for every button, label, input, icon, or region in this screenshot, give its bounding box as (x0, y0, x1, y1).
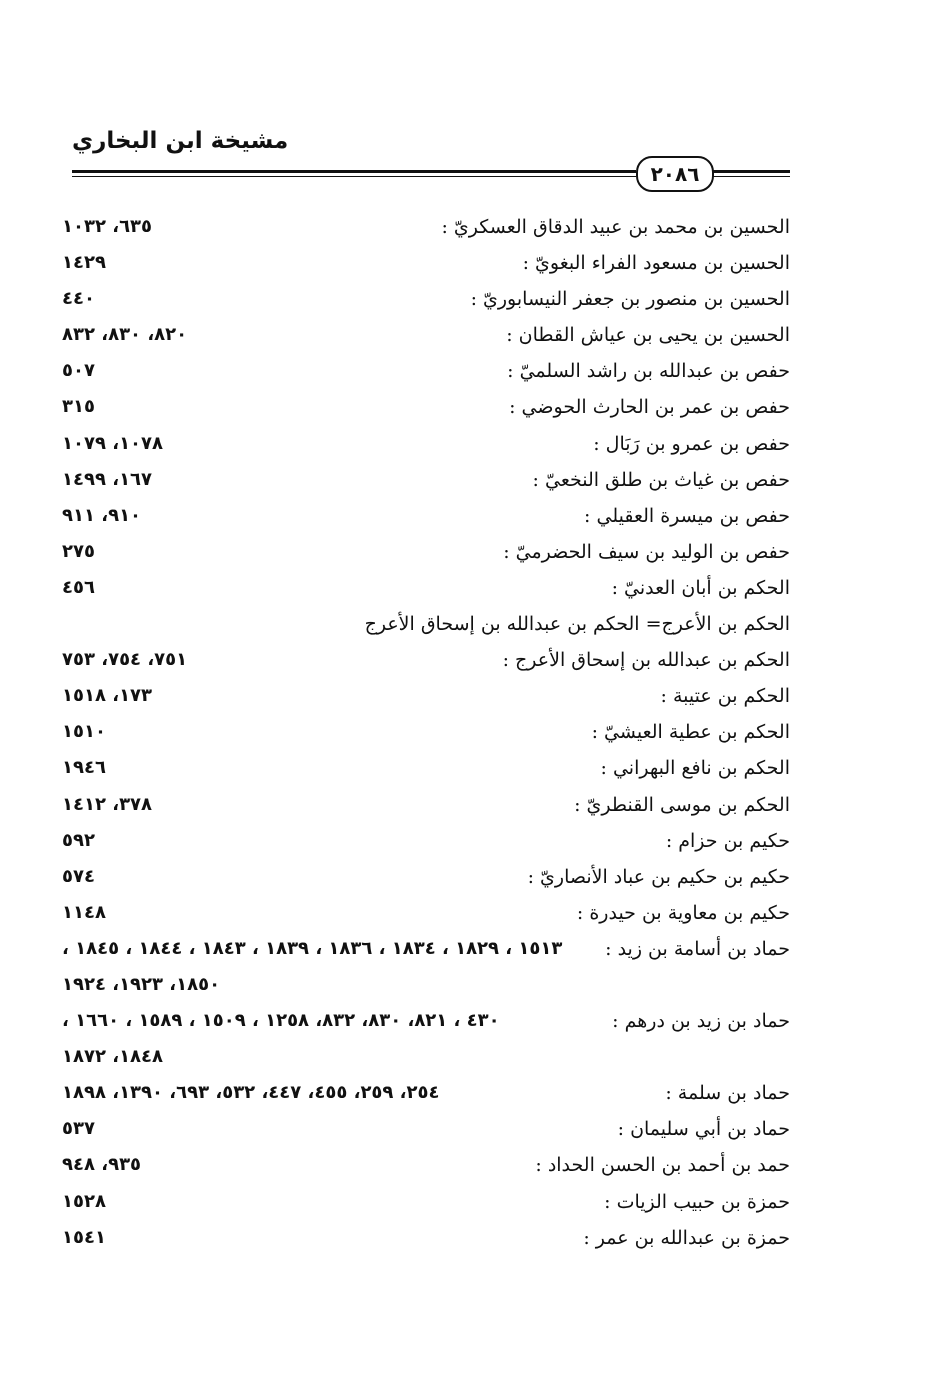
index-entry (62, 1078, 790, 1114)
entry-refs: ٦٣٥، ١٠٣٢ (62, 216, 153, 237)
entry-refs: ٩٣٥، ٩٤٨ (62, 1154, 142, 1176)
entry-name: حمزة بن حبيب الزيات : (604, 1190, 790, 1213)
header-rule (72, 176, 636, 177)
entry-refs: ٢٧٥ (62, 540, 95, 562)
index-entry (62, 429, 790, 465)
entry-name: حمزة بن عبدالله بن عمر : (583, 1226, 790, 1249)
index-entry (62, 501, 790, 537)
index-entry (62, 681, 790, 717)
index-entry (62, 573, 790, 609)
entry-name: الحسين بن مسعود الفراء البغويّ : (522, 252, 790, 275)
index-entry (62, 320, 790, 356)
entry-name: الحسين بن محمد بن عبيد الدقاق العسكريّ : (441, 216, 790, 238)
entry-name: حماد بن أسامة بن زيد : (605, 937, 790, 960)
entry-refs: ٣٧٨، ١٤١٢ (62, 793, 153, 815)
index-entry (62, 1006, 790, 1078)
entry-refs: ٥٩٢ (62, 829, 95, 851)
entry-name: حكيم بن معاوية بن حيدرة : (576, 901, 790, 924)
entry-refs: ١٠٧٨، ١٠٧٩ (62, 432, 164, 454)
index-entry (62, 212, 790, 248)
entry-name: الحسين بن يحيى بن عياش القطان : (506, 324, 790, 347)
entry-name: حمد بن أحمد بن الحسن الحداد : (535, 1154, 790, 1177)
entry-refs: ٧٥١، ٧٥٤، ٧٥٣ (62, 649, 188, 671)
entry-refs: ١٥١٠ (62, 721, 106, 743)
entry-refs: ١٥٢٨ (62, 1190, 106, 1212)
page-header (60, 122, 790, 192)
entry-name: الحكم بن نافع البهراني : (600, 757, 790, 780)
entry-name: حفص بن غياث بن طلق النخعيّ : (532, 468, 790, 491)
entry-name: حماد بن أبي سليمان : (617, 1118, 790, 1141)
header-rule (710, 170, 790, 173)
entry-refs: ٩١٠، ٩١١ (62, 504, 142, 526)
entry-name: الحكم بن عبدالله بن إسحاق الأعرج : (502, 649, 790, 672)
entry-refs: ٥٠٧ (62, 360, 95, 382)
index-entry (62, 465, 790, 501)
entry-refs-continued: ١٨٤٨، ١٨٧٢ (62, 1046, 164, 1068)
entry-refs: ٤٣٠ ، ٨٢١، ٨٣٠، ٨٣٢، ١٢٥٨ ، ١٥٠٩ ، ١٥٨٩ ، ١٦٦٠ ، (62, 1010, 500, 1032)
entry-refs: ٨٢٠، ٨٣٠، ٨٣٢ (62, 324, 188, 346)
entry-name: حكيم بن حكيم بن عباد الأنصاريّ : (527, 865, 790, 888)
entry-refs: ٥٣٧ (62, 1118, 95, 1140)
index-entry (62, 392, 790, 428)
book-title: مشيخة ابن البخاري (72, 128, 289, 154)
index-entry (62, 790, 790, 826)
entry-refs: ١٧٣، ١٥١٨ (62, 685, 153, 707)
entry-name: حفص بن عبدالله بن راشد السلميّ : (507, 360, 790, 383)
entry-refs: ١٦٧، ١٤٩٩ (62, 468, 153, 490)
entry-name: حفص بن عمرو بن رَبَال : (593, 432, 790, 455)
entry-name: حفص بن ميسرة العقيلي : (584, 504, 790, 527)
index-entry (62, 1187, 790, 1223)
index-entry (62, 356, 790, 392)
entry-name: حماد بن زيد بن درهم : (612, 1010, 790, 1033)
index-entry (62, 1223, 790, 1259)
header-rule (72, 170, 636, 173)
entry-refs: ١٤٢٩ (62, 252, 106, 274)
entry-refs: ٥٧٤ (62, 865, 95, 887)
index-entry (62, 934, 790, 1006)
header-rule (710, 176, 790, 177)
entry-refs: ٤٤٠ (62, 288, 95, 310)
index-entry (62, 537, 790, 573)
entry-name: حكيم بن حزام : (665, 829, 790, 852)
entry-refs: ٣١٥ (62, 396, 95, 418)
index-entry (62, 753, 790, 789)
index-entry (62, 1114, 790, 1150)
index-entry (62, 248, 790, 284)
entry-refs: ٢٥٤، ٢٥٩، ٤٥٥، ٤٤٧، ٥٣٢، ٦٩٣، ١٣٩٠، ١٨٩٨ (62, 1082, 440, 1104)
index-entries (62, 212, 790, 1259)
entry-name: حفص بن عمر بن الحارث الحوضي : (509, 396, 790, 419)
entry-name: الحكم بن عتيبة : (660, 685, 790, 708)
entry-refs: ١٥٤١ (62, 1226, 106, 1248)
index-entry (62, 862, 790, 898)
page-number: ٢٠٨٦ (636, 156, 714, 192)
entry-name: الحكم بن الأعرج= الحكم بن عبدالله بن إسحاق الأعرج (364, 613, 790, 636)
entry-refs: ٤٥٦ (62, 576, 95, 598)
index-entry (62, 717, 790, 753)
index-entry (62, 284, 790, 320)
entry-name: الحكم بن عطية العيشيّ : (591, 721, 790, 744)
entry-refs: ١١٤٨ (62, 901, 106, 923)
entry-refs: ١٥١٣ ، ١٨٢٩ ، ١٨٣٤ ، ١٨٣٦ ، ١٨٣٩ ، ١٨٤٣ ، ١٨٤٤ ، ١٨٤٥ ، (62, 937, 563, 959)
entry-refs-continued: ١٨٥٠، ١٩٢٣، ١٩٢٤ (62, 973, 221, 995)
entry-name: الحكم بن أبان العدنيّ : (611, 576, 790, 599)
entry-name: الحسين بن منصور بن جعفر النيسابوريّ : (470, 288, 790, 311)
index-entry (62, 1150, 790, 1186)
entry-refs: ١٩٤٦ (62, 757, 106, 779)
index-entry (62, 826, 790, 862)
entry-name: حماد بن سلمة : (665, 1082, 790, 1105)
entry-name: حفص بن الوليد بن سيف الحضرميّ : (503, 540, 790, 563)
index-entry (62, 609, 790, 645)
index-entry (62, 645, 790, 681)
entry-name: الحكم بن موسى القنطريّ : (574, 793, 790, 816)
index-entry (62, 898, 790, 934)
